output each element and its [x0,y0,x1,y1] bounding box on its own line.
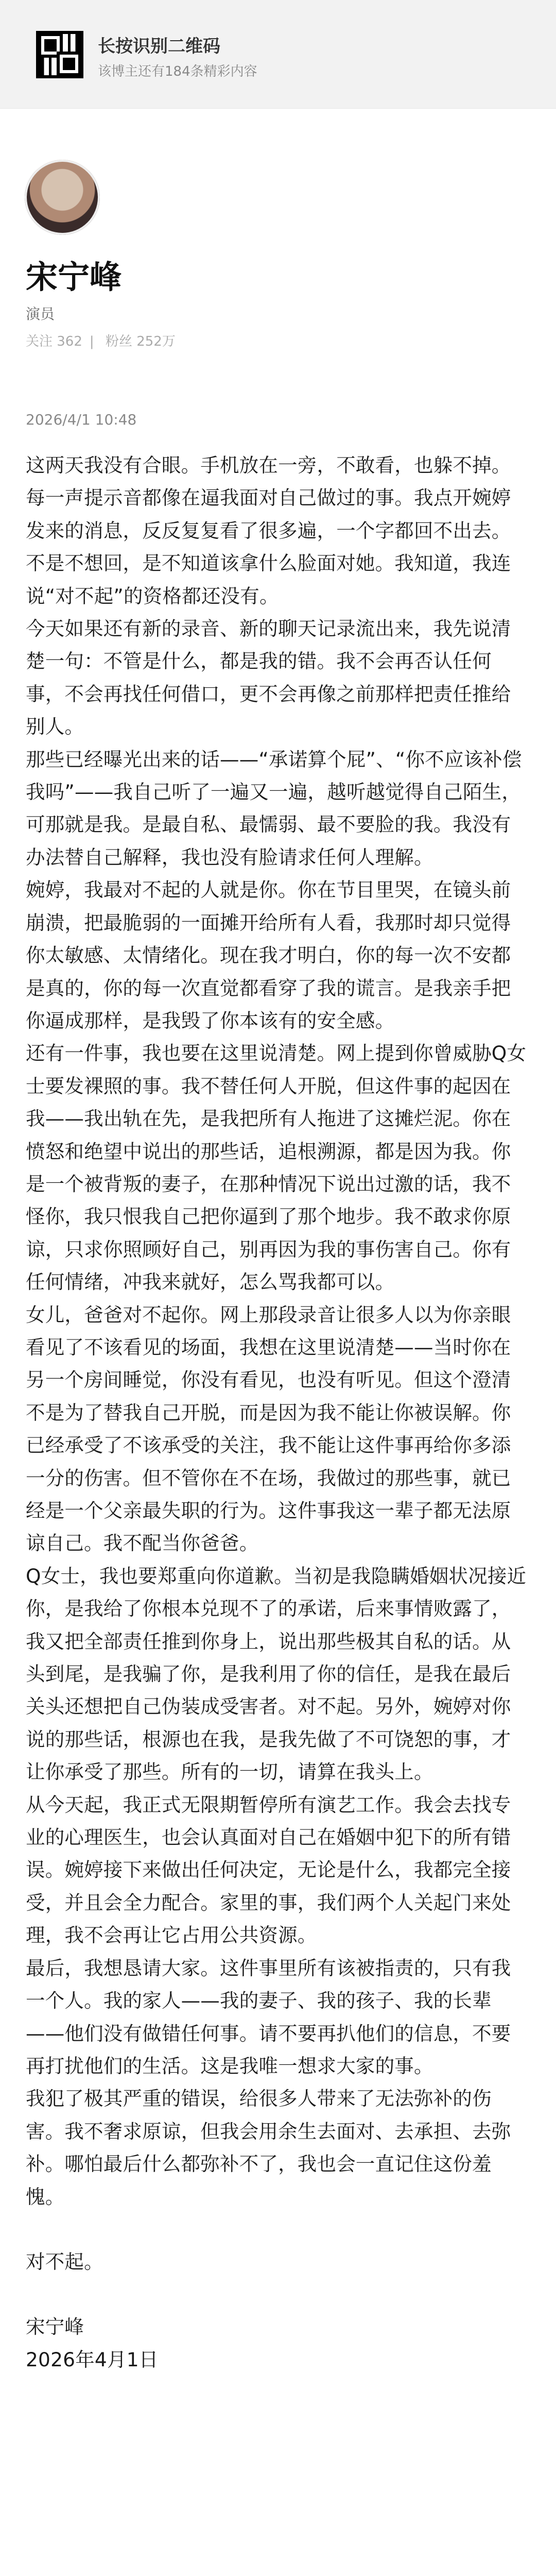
follow-count: 关注 362 [26,334,82,349]
author-stats [26,331,183,350]
paragraph: 今天如果还有新的录音、新的聊天记录流出来，我先说清楚一句：不管是什么，都是我的错。我不会再否认任何事，不会再找任何借口，更不会再像之前那样把责任推给别人。 [26,617,511,738]
paragraph: Q女士，我也要郑重向你道歉。当初是我隐瞒婚姻状况接近你，是我给了你根本兑现不了的承诺，后来事情败露了，我又把全部责任推到你身上，说出那些极其自私的话。从头到尾，是我骗了你，是我利用了你的信任，是我在最后关头还想把自己伪装成受害者。对不起。另外，婉婷对你说的那些话，根源也在我，是我先做了不可饶恕的事，才让你承受了那些。所有的一切，请算在我头上。 [26,1564,527,1784]
signature: 宋宁峰 [26,2315,84,2338]
paragraph: 这两天我没有合眼。手机放在一旁，不敢看，也躲不掉。每一声提示音都像在逼我面对自己做过的事。我点开婉婷发来的消息，反反复复看了很多遍，一个字都回不出去。不是不想回，是不知道该拿什么脸面对她。我知道，我连说“对不起”的资格都还没有。 [26,454,511,607]
post-body [26,449,530,2376]
paragraph: 婉婷，我最对不起的人就是你。你在节目里哭，在镜头前崩溃，把最脆弱的一面摊开给所有人看，我那时却只觉得你太敏感、太情绪化。现在我才明白，你的每一次不安都是真的，你的每一次直觉都看穿了我的谎言。是我亲手把你逼成那样，是我毁了你本该有的安全感。 [26,878,511,1032]
paragraph: 最后，我想恳请大家。这件事里所有该被指责的，只有我一个人。我的家人——我的妻子、我的孩子、我的长辈——他们没有做错任何事。请不要再扒他们的信息，不要再打扰他们的生活。这是我唯一想求大家的事。 [26,1956,511,2077]
author-role: 演员 [26,306,55,323]
post-timestamp: 2026/4/1 10:48 [26,411,137,428]
stats-divider: | [89,334,94,349]
top-qr-banner [0,0,556,109]
paragraph: 从今天起，我正式无限期暂停所有演艺工作。我会去找专业的心理医生，也会认真面对自己在婚姻中犯下的所有错误。婉婷接下来做出任何决定，无论是什么，我都完全接受，并且会全力配合。家里的事，我们两个人关起门来处理，我不会再让它占用公共资源。 [26,1793,511,1947]
author-name[interactable]: 宋宁峰 [26,258,122,296]
avatar[interactable] [25,160,100,235]
paragraph: 我犯了极其严重的错误，给很多人带来了无法弥补的伤害。我不奢求原谅，但我会用余生去面对、去承担、去弥补。哪怕最后什么都弥补不了，我也会一直记住这份羞愧。 [26,2087,511,2208]
qr-code-icon[interactable] [36,31,83,78]
banner-title: 长按识别二维码 [98,36,220,57]
signature-date: 2026年4月1日 [26,2348,159,2371]
banner-subtitle: 该博主还有184条精彩内容 [98,64,257,79]
paragraph-closing: 对不起。 [26,2250,103,2273]
paragraph: 女儿，爸爸对不起你。网上那段录音让很多人以为你亲眼看见了不该看见的场面，我想在这里说清楚——当时你在另一个房间睡觉，你没有看见，也没有听见。但这个澄清不是为了替我自己开脱，而是因为我不能让你被误解。你已经承受了不该承受的关注，我不能让这件事再给你多添一分的伤害。但不管你在不在场，我做过的那些事，就已经是一个父亲最失职的行为。这件事我这一辈子都无法原谅自己。我不配当你爸爸。 [26,1303,511,1555]
paragraph: 还有一件事，我也要在这里说清楚。网上提到你曾威胁Q女士要发裸照的事。我不替任何人开脱，但这件事的起因在我——我出轨在先，是我把所有人拖进了这摊烂泥。你在愤怒和绝望中说出的那些话，追根溯源，都是因为我。你是一个被背叛的妻子，在那种情况下说出过激的话，我不怪你，我只恨我自己把你逼到了那个地步。我不敢求你原谅，只求你照顾好自己，别再因为我的事伤害自己。你有任何情绪，冲我来就好，怎么骂我都可以。 [26,1042,527,1294]
paragraph: 那些已经曝光出来的话——“承诺算个屁”、“你不应该补偿我吗”——我自己听了一遍又一遍，越听越觉得自己陌生，可那就是我。是最自私、最懦弱、最不要脸的我。我没有办法替自己解释，我也没有脸请求任何人理解。 [26,748,522,869]
fans-count: 粉丝 252万 [105,334,176,349]
